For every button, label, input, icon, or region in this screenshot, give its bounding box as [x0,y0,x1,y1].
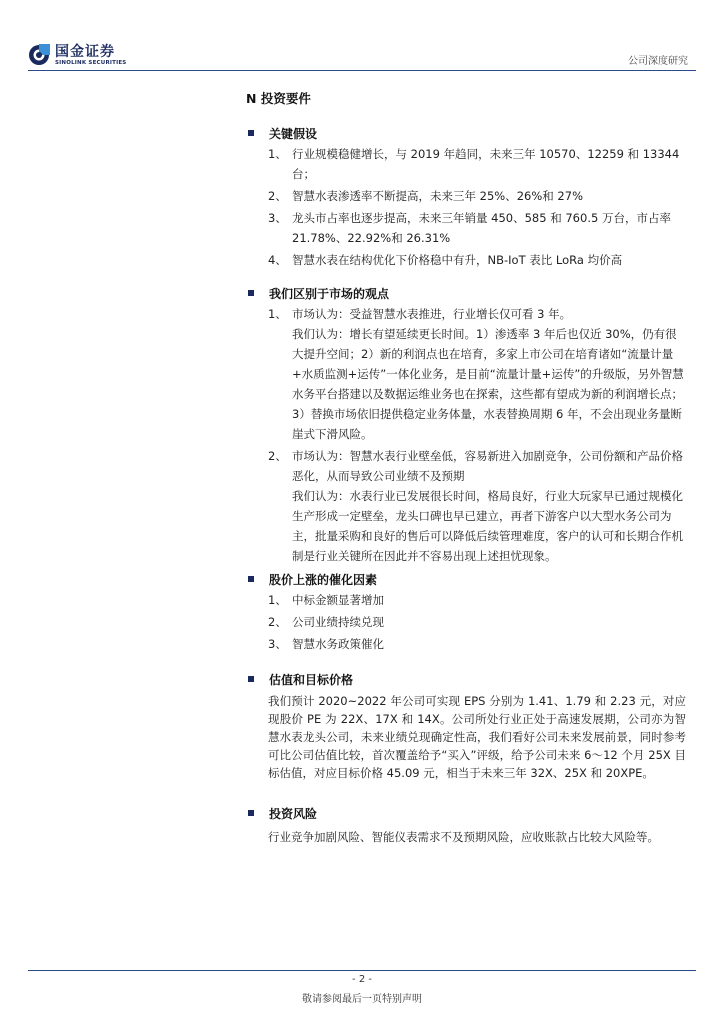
footer-disclaimer: 敬请参阅最后一页特别声明 [302,994,422,1005]
section-differentiated-views [246,284,686,566]
section-risks [246,804,686,846]
list-item [246,250,686,270]
company-logo [28,40,126,70]
item-text: 智慧水表在结构优化下价格稳中有升，NB-IoT 表比 LoRa 均价高 [292,253,623,267]
section-catalysts [246,570,686,654]
item-number: 3、 [268,637,287,651]
list-item [246,186,686,206]
main-content [246,88,686,846]
section-heading: 估值和目标价格 [269,672,354,687]
item-text: 中标金额显著增加 [292,593,384,607]
list-item [246,634,686,654]
bullet-square-icon [248,576,254,582]
item-text: 市场认为：智慧水表行业壁垒低，容易新进入加剧竞争，公司份额和产品价格恶化，从而导致公司业绩不及预期 [292,449,683,483]
section-key-assumptions [246,124,686,270]
item-text: 行业规模稳健增长，与 2019 年趋同，未来三年 10570、12259 和 13344 台； [292,147,680,181]
item-text: 智慧水表渗透率不断提高，未来三年 25%、26%和 27% [292,189,583,203]
page-title: N 投资要件 [246,91,311,106]
list-item [246,144,686,184]
section-paragraph: 我们预计 2020~2022 年公司可实现 EPS 分别为 1.41、1.79 和 2.23 元，对应现股价 PE 为 22X、17X 和 14X。公司所处行业正处于高速发展期，公司亦为智慧水表龙头公司，未来业绩兑现确定性高，我们看好公司未来发展前景，同时参考可比公司估值比较，首次覆盖给予“买入”评级，给予公司未来 6～12 个月 25X 目标估值，对应目标价格 45.09 元，相当于未来三年 32X、25X 和 20XPE。 [268,694,686,780]
footer-divider [28,970,696,971]
section-heading: 关键假设 [269,126,318,141]
list-item [246,612,686,632]
bullet-square-icon [248,676,254,682]
item-text: 市场认为：受益智慧水表推进，行业增长仅可看 3 年。 [292,307,572,321]
logo-cn-text: 国金证券 [55,43,115,60]
logo-en-text: SINOLINK SECURITIES [55,59,127,66]
list-item [246,304,686,324]
item-number: 1、 [268,307,287,321]
report-type: 公司深度研究 [628,56,688,67]
list-item [246,208,686,248]
item-number: 1、 [268,147,287,161]
section-heading: 投资风险 [269,806,318,821]
section-valuation [246,670,686,782]
list-item [246,590,686,610]
bullet-square-icon [248,810,254,816]
header-divider [28,70,696,71]
section-heading: 我们区别于市场的观点 [269,286,390,301]
list-item [246,446,686,486]
item-number: 3、 [268,211,287,225]
bullet-square-icon [248,290,254,296]
item-text: 公司业绩持续兑现 [292,615,384,629]
page-header [0,0,724,72]
section-heading: 股价上涨的催化因素 [269,572,378,587]
page-number: - 2 - [352,974,372,985]
item-subtext: 我们认为：增长有望延续更长时间。1）渗透率 3 年后也仅近 30%，仍有很大提升空间；2）新的利润点也在培育，多家上市公司在培育诸如“流量计量+水质监测+运传”一体化业务，是目前“流量计量+运传”的升级版，另外智慧水务平台搭建以及数据运维业务也在探索，这些都有望成为新的利润增长点；3）替换市场依旧提供稳定业务体量，水表替换周期 6 年，不会出现业务量断崖式下滑风险。 [292,327,684,441]
item-number: 4、 [268,253,287,267]
item-number: 1、 [268,593,287,607]
item-text: 龙头市占率也逐步提高，未来三年销量 450、585 和 760.5 万台，市占率 21.78%、22.92%和 26.31% [292,211,671,245]
item-number: 2、 [268,449,287,463]
bullet-square-icon [248,130,254,136]
logo-mark-icon [28,44,50,66]
item-number: 2、 [268,615,287,629]
item-subtext: 我们认为：水表行业已发展很长时间，格局良好，行业大玩家早已通过规模化生产形成一定壁垒，龙头口碑也早已建立，再者下游客户以大型水务公司为主，批量采购和良好的售后可以降低后续管理难度，客户的认可和长期合作机制是行业关键所在因此并不容易出现上述担忧现象。 [292,489,683,563]
item-text: 智慧水务政策催化 [292,637,384,651]
item-number: 2、 [268,189,287,203]
section-paragraph: 行业竞争加剧风险、智能仪表需求不及预期风险，应收账款占比较大风险等。 [268,830,659,844]
